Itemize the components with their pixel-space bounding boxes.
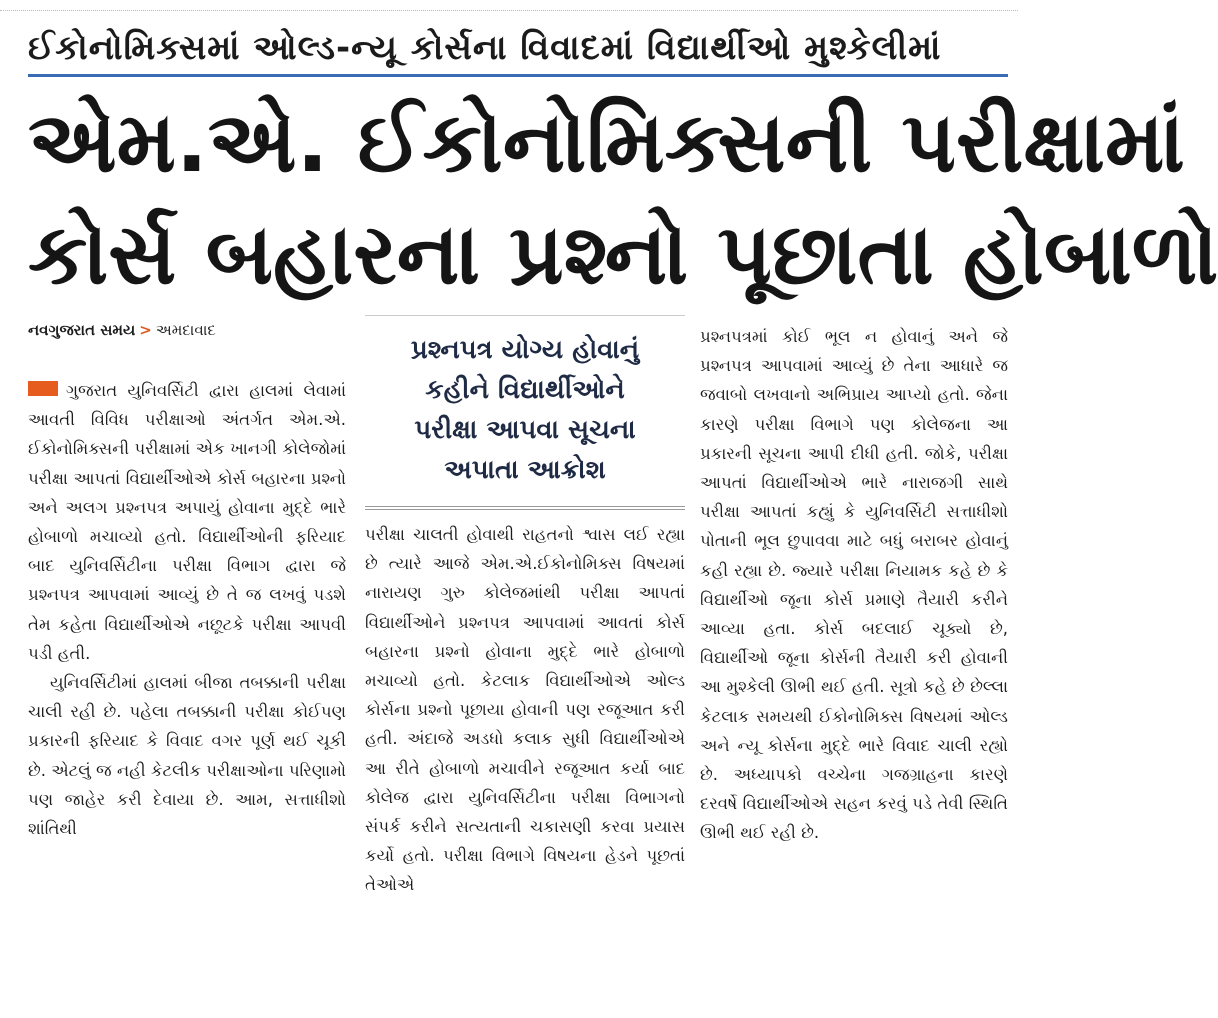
pull-quote-box <box>365 315 685 510</box>
article-column-right <box>700 322 1008 848</box>
body-paragraph-1-text: ગુજરાત યુનિવર્સિટી દ્વારા હાલમાં લેવામાં આવતી વિવિધ પરીક્ષાઓ અંતર્ગત એમ.એ. ઈકોનોમિક્સની પરીક્ષામાં એક ખાનગી કોલેજોમાં પરીક્ષા આપતાં વિદ્યાર્થીઓએ કોર્સ બહારના પ્રશ્નો અને અલગ પ્રશ્નપત્ર અપાયું હોવાના મુદ્દે ભારે હોબાળો મચાવ્યો હતો. વિદ્યાર્થીઓની ફરિયાદ બાદ યુનિવર્સિટીના પરીક્ષા વિભાગ દ્વારા જે પ્રશ્નપત્ર આપવામાં આવ્યું છે તે જ લખવું પડશે તેમ કહેતા વિદ્યાર્થીઓએ નછૂટકે પરીક્ષા આપવી પડી હતી. <box>28 381 346 663</box>
article-column-left <box>28 318 346 843</box>
byline-separator: > <box>139 321 152 339</box>
byline <box>28 318 346 342</box>
body-paragraph-1 <box>28 376 346 668</box>
pull-quote-line: અપાતા આક્રોશ <box>444 455 606 485</box>
kicker-underline <box>28 74 1008 77</box>
pull-quote-line: પ્રશ્નપત્ર યોગ્ય હોવાનું <box>410 335 640 365</box>
main-headline-line-1: એમ.એ. ઈકોનોમિક્સની પરીક્ષામાં <box>28 93 1185 191</box>
pull-quote-line: પરીક્ષા આપવા સૂચના <box>414 415 636 445</box>
main-headline-line-2: કોર્સ બહારના પ્રશ્નો પૂછાતા હોબાળો <box>28 205 1218 303</box>
article-column-middle <box>365 520 685 900</box>
lead-marker <box>28 381 58 396</box>
byline-city: અમદાવાદ <box>155 321 216 339</box>
pull-quote-line: કહીને વિદ્યાર્થીઓને <box>425 375 625 405</box>
body-paragraph-4: પ્રશ્નપત્રમાં કોઈ ભૂલ ન હોવાનું અને જે પ્રશ્નપત્ર આપવામાં આવ્યું છે તેના આધારે જ જવાબો લખવાનો અભિપ્રાય આપ્યો હતો. જેના કારણે પરીક્ષા વિભાગે પણ કોલેજના આ પ્રકારની સૂચના આપી દીધી હતી. જોકે, પરીક્ષા આપતાં વિદ્યાર્થીઓએ ભારે નારાજગી સાથે પરીક્ષા આપતાં કહ્યું કે યુનિવર્સિટી સત્તાધીશો પોતાની ભૂલ છુપાવવા માટે બધું બરાબર હોવાનું કહી રહ્યા છે. જ્યારે પરીક્ષા નિયામક કહે છે કે વિદ્યાર્થીઓ જૂના કોર્સ પ્રમાણે તૈયારી કરીને આવ્યા હતા. કોર્સ બદલાઈ ચૂક્યો છે, વિદ્યાર્થીઓ જૂના કોર્સની તૈયારી કરી હોવાની આ મુશ્કેલી ઊભી થઈ હતી. સૂત્રો કહે છે છેલ્લા કેટલાક સમયથી ઈકોનોમિક્સ વિષયમાં ઓલ્ડ અને ન્યૂ કોર્સના મુદ્દે ભારે વિવાદ ચાલી રહ્યો છે. અધ્યાપકો વચ્ચેના ગજગ્રાહના કારણે દરવર્ષે વિદ્યાર્થીઓએ સહન કરવું પડે તેવી સ્થિતિ ઊભી થઈ રહી છે. <box>700 327 1008 843</box>
kicker-headline: ઈકોનોમિક્સમાં ઓલ્ડ-ન્યૂ કોર્સના વિવાદમાં વિદ્યાર્થીઓ મુશ્કેલીમાં <box>28 28 942 68</box>
byline-source: નવગુજરાત સમય <box>28 321 136 339</box>
body-paragraph-2: યુનિવર્સિટીમાં હાલમાં બીજા તબક્કાની પરીક્ષા ચાલી રહી છે. પહેલા તબક્કાની પરીક્ષા કોઈપણ પ્રકારની ફરિયાદ કે વિવાદ વગર પૂર્ણ થઈ ચૂકી છે. એટલું જ નહી કેટલીક પરીક્ષાઓના પરિણામો પણ જાહેર કરી દેવાયા છે. આમ, સત્તાધીશો શાંતિથી <box>28 673 346 839</box>
pull-quote <box>365 316 685 490</box>
top-dotted-rule <box>0 0 1018 11</box>
body-paragraph-3: પરીક્ષા ચાલતી હોવાથી રાહતનો શ્વાસ લઈ રહ્યા છે ત્યારે આજે એમ.એ.ઈકોનોમિક્સ વિષયમાં નારાયણ ગુરુ કોલેજમાંથી પરીક્ષા આપતાં વિદ્યાર્થીઓને પ્રશ્નપત્ર આપવામાં આવતાં કોર્સ બહારના પ્રશ્નો હોવાના મુદ્દે ભારે હોબાળો મચાવ્યો હતો. કેટલાક વિદ્યાર્થીઓએ ઓલ્ડ કોર્સના પ્રશ્નો પૂછાયા હોવાની પણ રજૂઆત કરી હતી. અંદાજે અડધો કલાક સુધી વિદ્યાર્થીઓએ આ રીતે હોબાળો મચાવીને રજૂઆત કર્યા બાદ કોલેજ દ્વારા યુનિવર્સિટીના પરીક્ષા વિભાગનો સંપર્ક કરીને સત્યતાની ચકાસણી કરવા પ્રયાસ કર્યો હતો. પરીક્ષા વિભાગે વિષયના હેડને પૂછતાં તેઓએ <box>365 525 685 895</box>
